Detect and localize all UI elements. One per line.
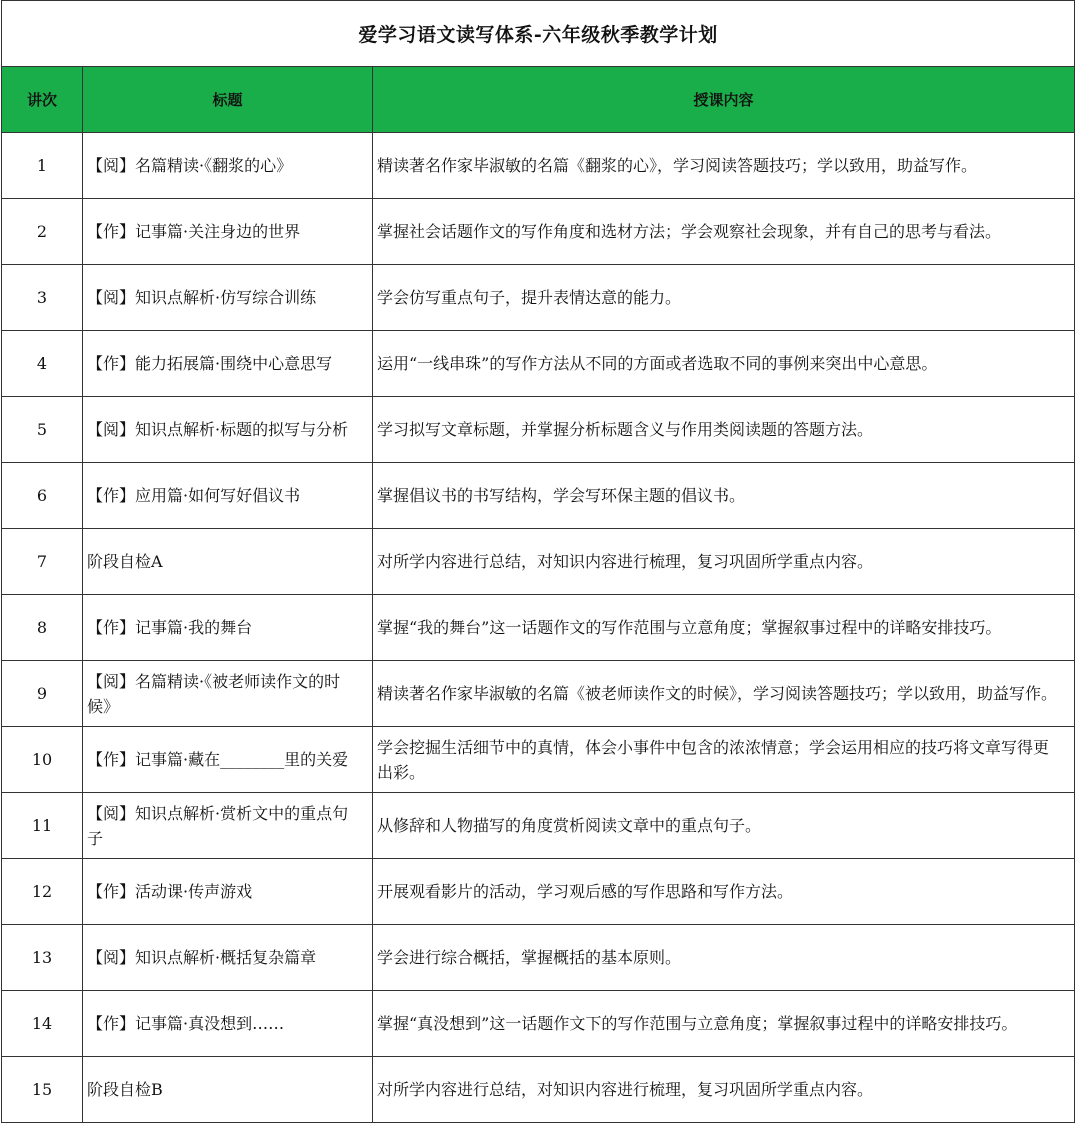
lecture-title-cell: 【阅】名篇精读·《翻浆的心》 (83, 133, 373, 199)
lecture-number-cell: 8 (2, 595, 83, 661)
table-row (2, 991, 1075, 1057)
lecture-content-cell: 精读著名作家毕淑敏的名篇《被老师读作文的时候》，学习阅读答题技巧；学以致用，助益写作。 (373, 661, 1075, 727)
lecture-number-cell: 2 (2, 199, 83, 265)
table-row (2, 925, 1075, 991)
table-row (2, 1057, 1075, 1123)
teaching-plan-table (1, 0, 1075, 1123)
lecture-number-cell: 4 (2, 331, 83, 397)
lecture-number-cell: 12 (2, 859, 83, 925)
lecture-content-cell: 掌握倡议书的书写结构，学会写环保主题的倡议书。 (373, 463, 1075, 529)
lecture-content-cell: 精读著名作家毕淑敏的名篇《翻浆的心》，学习阅读答题技巧；学以致用，助益写作。 (373, 133, 1075, 199)
table-row (2, 595, 1075, 661)
lecture-title-cell: 【作】记事篇·关注身边的世界 (83, 199, 373, 265)
lecture-content-cell: 开展观看影片的活动，学习观后感的写作思路和写作方法。 (373, 859, 1075, 925)
lecture-title-cell: 阶段自检A (83, 529, 373, 595)
lecture-number-cell: 7 (2, 529, 83, 595)
lecture-content-cell: 对所学内容进行总结，对知识内容进行梳理，复习巩固所学重点内容。 (373, 529, 1075, 595)
table-row (2, 793, 1075, 859)
lecture-number-cell: 3 (2, 265, 83, 331)
lecture-content-cell: 学会进行综合概括，掌握概括的基本原则。 (373, 925, 1075, 991)
lecture-content-cell: 运用“一线串珠”的写作方法从不同的方面或者选取不同的事例来突出中心意思。 (373, 331, 1075, 397)
lecture-number-cell: 10 (2, 727, 83, 793)
table-row (2, 397, 1075, 463)
lecture-title-cell: 【阅】知识点解析·仿写综合训练 (83, 265, 373, 331)
lecture-number-cell: 1 (2, 133, 83, 199)
lecture-content-cell: 对所学内容进行总结，对知识内容进行梳理，复习巩固所学重点内容。 (373, 1057, 1075, 1123)
lecture-number-cell: 14 (2, 991, 83, 1057)
table-row (2, 661, 1075, 727)
lecture-content-cell: 掌握“真没想到”这一话题作文下的写作范围与立意角度；掌握叙事过程中的详略安排技巧。 (373, 991, 1075, 1057)
lecture-content-cell: 学会挖掘生活细节中的真情，体会小事件中包含的浓浓情意；学会运用相应的技巧将文章写得更出彩。 (373, 727, 1075, 793)
lecture-title-cell: 【作】活动课·传声游戏 (83, 859, 373, 925)
table-row (2, 529, 1075, 595)
table-row (2, 331, 1075, 397)
lecture-number-cell: 15 (2, 1057, 83, 1123)
lecture-title-cell: 【阅】名篇精读·《被老师读作文的时候》 (83, 661, 373, 727)
table-row (2, 133, 1075, 199)
table-row (2, 727, 1075, 793)
table-body (2, 133, 1075, 1123)
lecture-title-cell: 【作】应用篇·如何写好倡议书 (83, 463, 373, 529)
lecture-content-cell: 学习拟写文章标题，并掌握分析标题含义与作用类阅读题的答题方法。 (373, 397, 1075, 463)
header-row (2, 67, 1075, 133)
lecture-title-cell: 【阅】知识点解析·概括复杂篇章 (83, 925, 373, 991)
lecture-content-cell: 掌握“我的舞台”这一话题作文的写作范围与立意角度；掌握叙事过程中的详略安排技巧。 (373, 595, 1075, 661)
lecture-content-cell: 掌握社会话题作文的写作角度和选材方法；学会观察社会现象，并有自己的思考与看法。 (373, 199, 1075, 265)
lecture-number-cell: 5 (2, 397, 83, 463)
lecture-number-cell: 9 (2, 661, 83, 727)
lecture-title-cell: 【作】能力拓展篇·围绕中心意思写 (83, 331, 373, 397)
lecture-number-cell: 11 (2, 793, 83, 859)
table-row (2, 859, 1075, 925)
lecture-title-cell: 【阅】知识点解析·赏析文中的重点句子 (83, 793, 373, 859)
column-header-content: 授课内容 (373, 67, 1075, 133)
lecture-title-cell: 【作】记事篇·真没想到…… (83, 991, 373, 1057)
title-row (2, 1, 1075, 67)
lecture-content-cell: 学会仿写重点句子，提升表情达意的能力。 (373, 265, 1075, 331)
column-header-lecture: 讲次 (2, 67, 83, 133)
column-header-title: 标题 (83, 67, 373, 133)
lecture-title-cell: 阶段自检B (83, 1057, 373, 1123)
sheet-title: 爱学习语文读写体系-六年级秋季教学计划 (2, 1, 1075, 67)
table-row (2, 463, 1075, 529)
table-row (2, 199, 1075, 265)
lecture-title-cell: 【作】记事篇·藏在________里的关爱 (83, 727, 373, 793)
lecture-title-cell: 【阅】知识点解析·标题的拟写与分析 (83, 397, 373, 463)
lecture-number-cell: 13 (2, 925, 83, 991)
lecture-content-cell: 从修辞和人物描写的角度赏析阅读文章中的重点句子。 (373, 793, 1075, 859)
lecture-number-cell: 6 (2, 463, 83, 529)
lecture-title-cell: 【作】记事篇·我的舞台 (83, 595, 373, 661)
table-row (2, 265, 1075, 331)
